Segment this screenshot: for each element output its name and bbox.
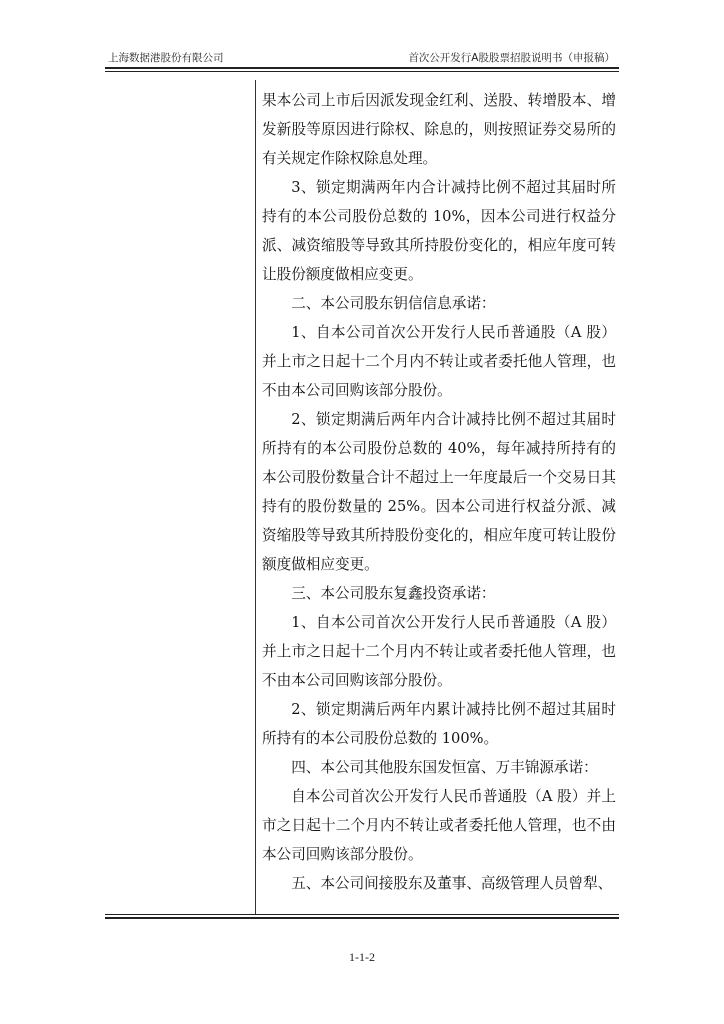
company-name: 上海数据港股份有限公司 [108, 52, 224, 64]
commitment-text-cell [262, 86, 616, 898]
paragraph: 3、锁定期满两年内合计减持比例不超过其届时所持有的本公司股份总数的 10%，因本公司进行权益分派、减资缩股等导致其所持股份变化的，相应年度可转让股份额度做相应变更。 [262, 179, 616, 283]
header-rule [105, 67, 619, 69]
section-heading: 四、本公司其他股东国发恒富、万丰锦源承诺： [291, 759, 598, 776]
section-heading: 三、本公司股东复鑫投资承诺： [291, 585, 496, 602]
paragraph: 1、自本公司首次公开发行人民币普通股（A 股）并上市之日起十二个月内不转让或者委托他人管理，也不由本公司回购该部分股份。 [262, 324, 616, 399]
paragraph: 自本公司首次公开发行人民币普通股（A 股）并上市之日起十二个月内不转让或者委托他人管理，也不由本公司回购该部分股份。 [262, 788, 616, 863]
paragraph-continued: 果本公司上市后因派发现金红利、送股、转增股本、增发新股等原因进行除权、除息的，则按照证券交易所的有关规定作除权除息处理。 [262, 92, 616, 167]
paragraph: 1、自本公司首次公开发行人民币普通股（A 股）并上市之日起十二个月内不转让或者委托他人管理，也不由本公司回购该部分股份。 [262, 614, 616, 689]
page-header [105, 50, 619, 66]
header-rule-thin [105, 71, 619, 72]
table-bottom-rule [105, 917, 619, 919]
page-number: 1-1-2 [349, 950, 375, 964]
section-heading: 五、本公司间接股东及董事、高级管理人员曾犁、 [291, 875, 613, 892]
section-heading: 二、本公司股东钥信信息承诺： [291, 295, 496, 312]
table-column-divider [255, 80, 256, 915]
paragraph: 2、锁定期满后两年内累计减持比例不超过其届时所持有的本公司股份总数的 100%。 [262, 701, 616, 747]
document-title: 首次公开发行A股股票招股说明书（申报稿） [408, 52, 615, 64]
table-bottom-rule-thin [105, 914, 619, 915]
paragraph: 2、锁定期满后两年内合计减持比例不超过其届时所持有的本公司股份总数的 40%，每年减持所持有的本公司股份数量合计不超过上一年度最后一个交易日其持有的股份数量的 25%。因本公司进行权益分派、减资缩股等导致其所持股份变化的，相应年度可转让股份额度做相应变更。 [262, 411, 616, 573]
